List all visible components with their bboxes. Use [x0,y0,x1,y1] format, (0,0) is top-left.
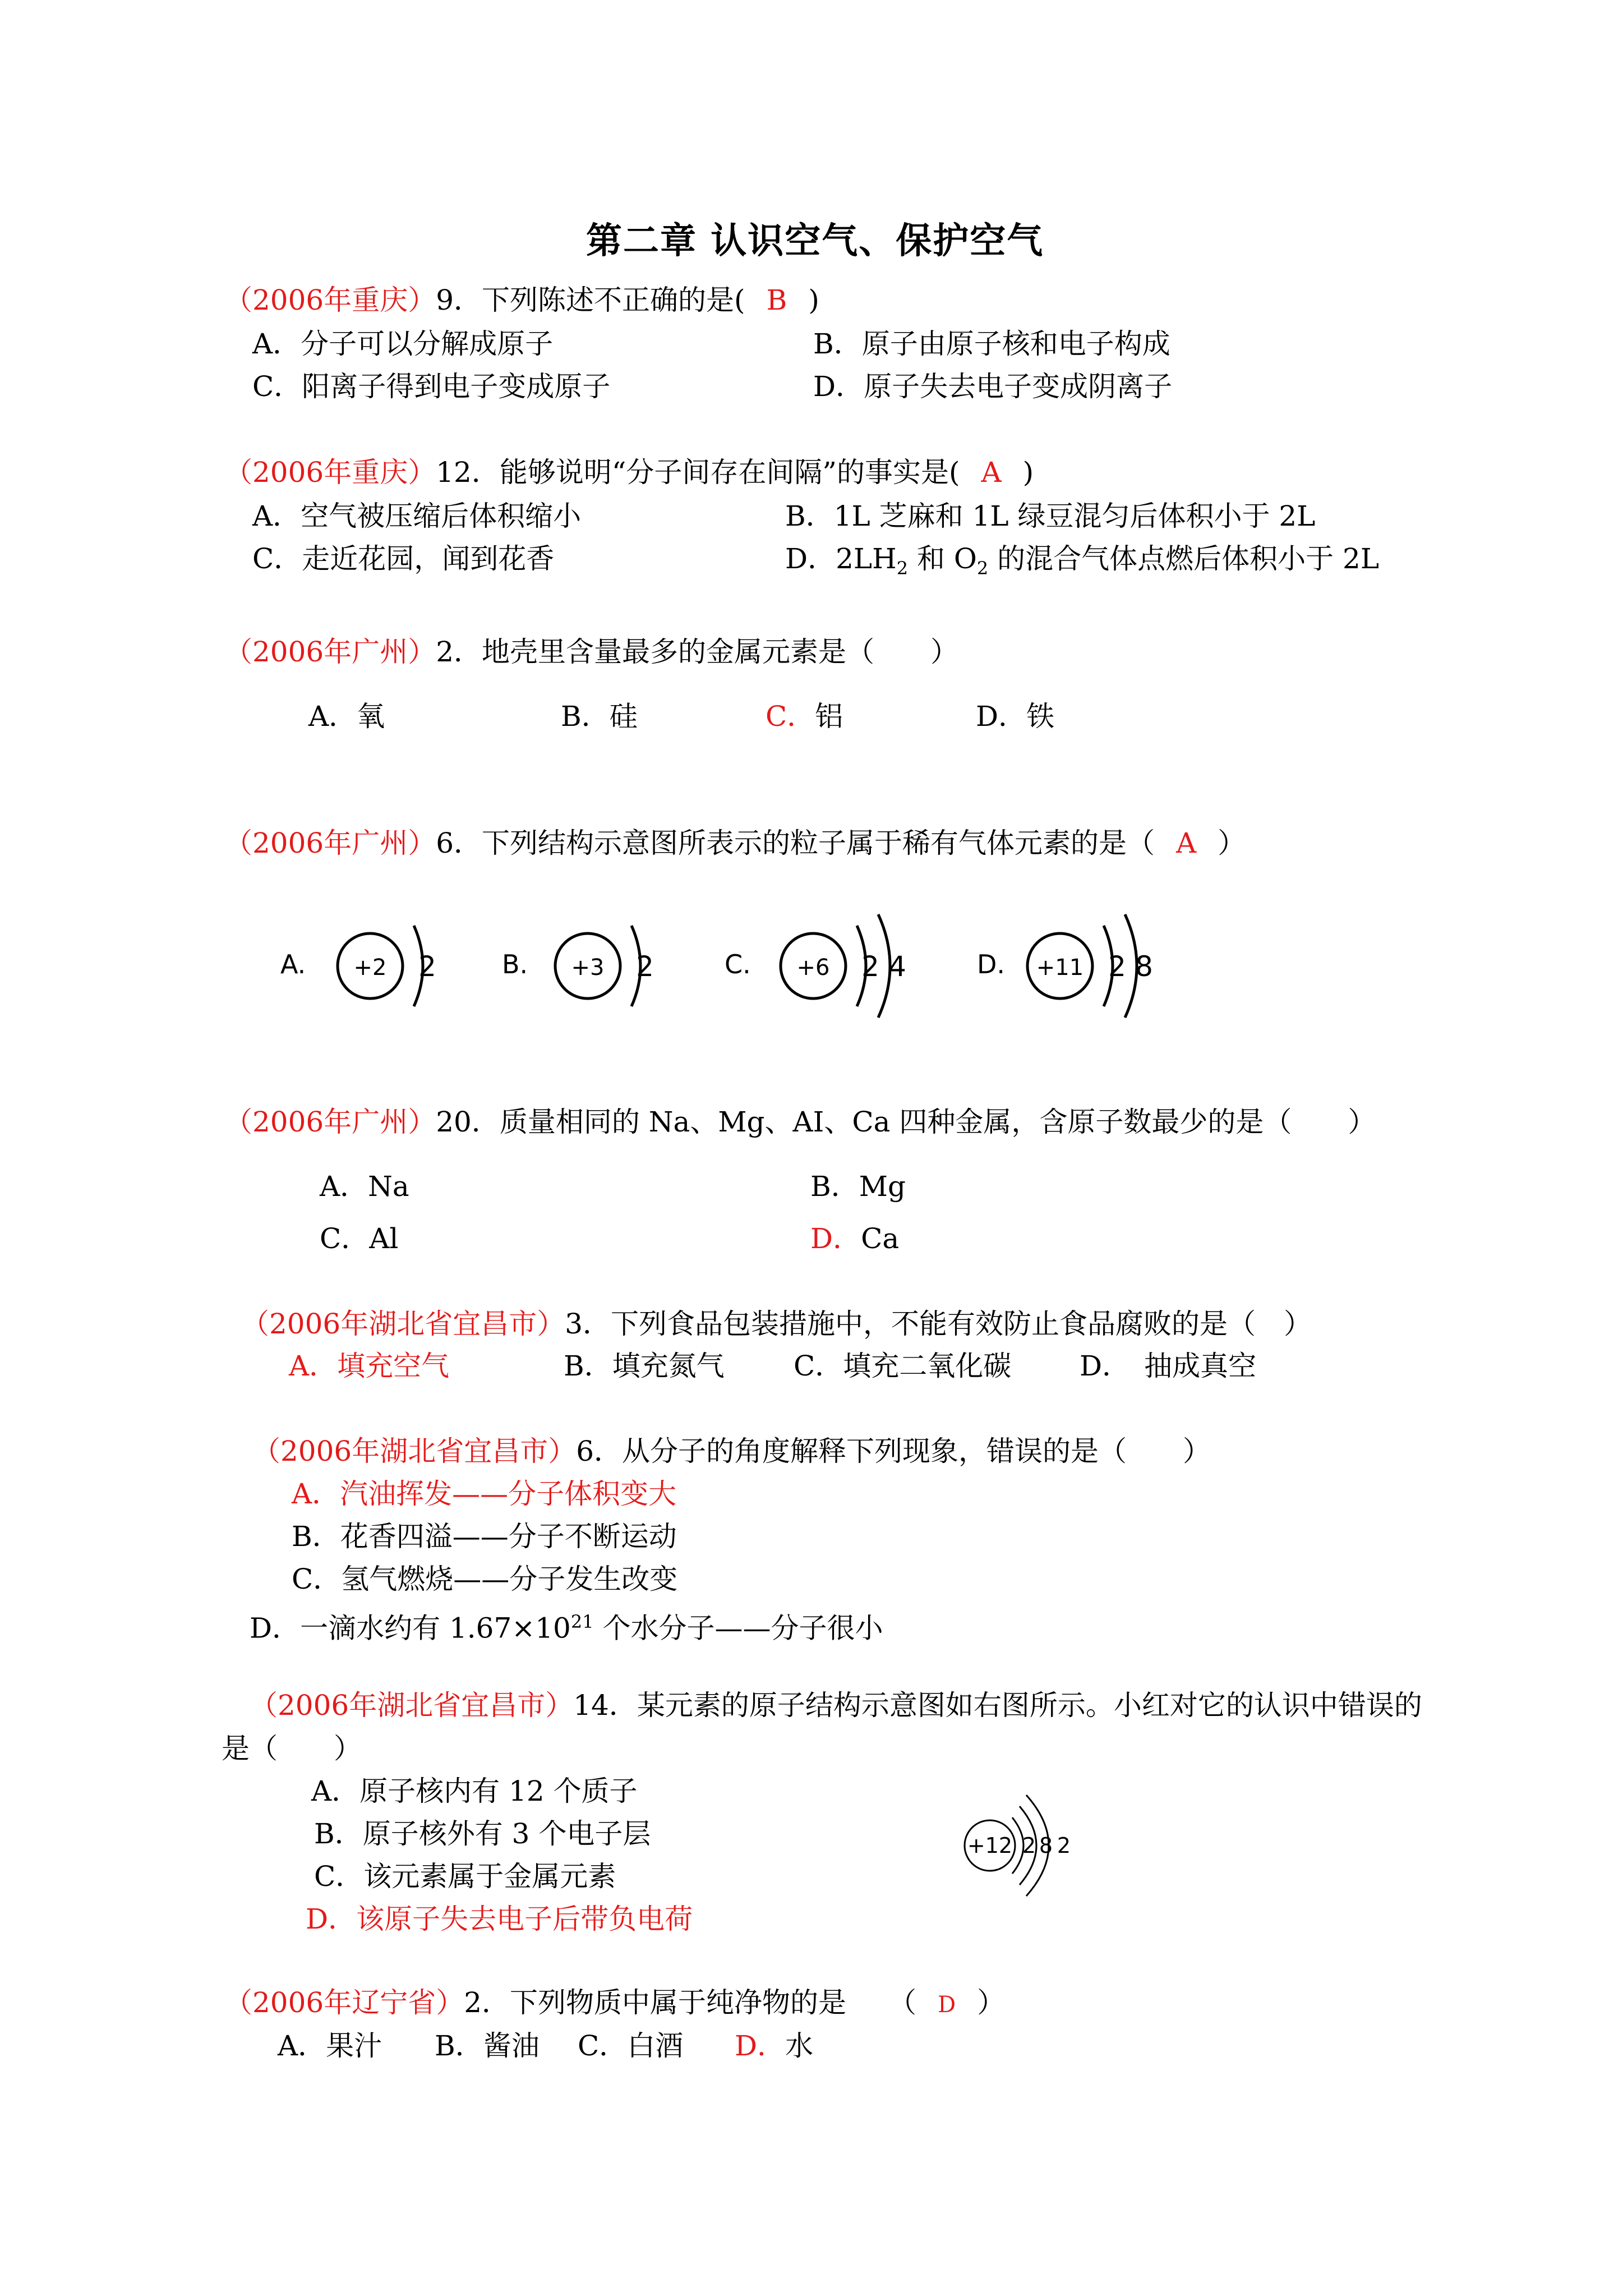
answer-mark: D [938,1992,956,2018]
option-d-correct: D．该原子失去电子后带负电荷 [306,1903,693,1935]
question-text: 14．某元素的原子结构示意图如右图所示。小红对它的认识中错误的 [573,1689,1422,1722]
option-a-correct: A．汽油挥发——分子体积变大 [292,1478,677,1510]
option-c: C．白酒 [578,2030,684,2062]
question-source: （2006年广州） [224,1106,436,1138]
diagram-label: A. [280,949,306,979]
question-2: （2006年重庆）12．能够说明“分子间存在间隔”的事实是( A ) [224,456,1034,489]
shell-electrons: 2 [636,950,654,983]
question-source: （2006年辽宁省） [224,1986,464,2019]
option-b: B．原子由原子核和电子构成 [813,328,1170,360]
option-c: C．该元素属于金属元素 [314,1860,616,1893]
question-1: （2006年重庆）9．下列陈述不正确的是( B ) [224,284,819,316]
option-b: B．填充氮气 [564,1350,725,1382]
shell-electrons: 4 [888,950,906,983]
nucleus-charge: +6 [796,955,830,981]
option-a: A．Na [320,1170,409,1203]
option-a: A．原子核内有 12 个质子 [311,1775,638,1807]
shell-electrons: 2 [418,950,436,983]
question-source: （2006年广州） [224,827,436,859]
atom-diagram-mg [953,1787,1099,1899]
shell-electrons: 8 [1039,1833,1053,1858]
option-b: B．花香四溢——分子不断运动 [292,1520,677,1553]
question-5 [224,1105,1376,1139]
question-text: 6．从分子的角度解释下列现象，错误的是（ ） [576,1435,1211,1467]
option-c: C．阳离子得到电子变成原子 [252,370,611,403]
shell-electrons: 2 [1057,1833,1071,1858]
question-text: 2．下列物质中属于纯净物的是 （ [464,1986,917,2019]
nucleus-charge: +12 [967,1833,1013,1858]
question-text: 9．下列陈述不正确的是( [436,284,745,316]
option-a: A．氧 [308,700,385,733]
option-b: B．硅 [561,700,638,733]
atom-diagram-c [725,914,906,1018]
question-source: （2006年广州） [224,636,436,668]
option-a-correct: A．填充空气 [289,1350,450,1382]
question-source: （2006年湖北省宜昌市） [241,1308,565,1340]
question-source: （2006年湖北省宜昌市） [250,1689,574,1722]
question-text: 20．质量相同的 Na、Mg、AI、Ca 四种金属，含原子数最少的是（ ） [436,1106,1376,1138]
option-c: C．走近花园，闻到花香 [252,542,555,575]
option-c-correct: C．铝 [766,700,843,733]
diagram-label: D. [977,949,1006,979]
shell-electrons: 8 [1135,950,1153,983]
option-b: B．1L 芝麻和 1L 绿豆混匀后体积小于 2L [785,500,1316,532]
atom-diagram-a [280,926,436,1006]
diagram-label: C. [725,949,751,979]
atom-diagram-b [502,926,654,1006]
answer-mark: B [766,284,787,316]
question-text: 2．地壳里含量最多的金属元素是（ ） [436,636,959,668]
question-source: （2006年湖北省宜昌市） [252,1435,577,1467]
shell-electrons: 2 [1022,1833,1036,1858]
question-text: 3．下列食品包装措施中，不能有效防止食品腐败的是（ ） [565,1308,1312,1340]
option-d-correct: D．水 [735,2030,814,2062]
page-title: 第二章 认识空气、保护空气 [586,220,1044,262]
diagram-label: B. [502,949,528,979]
question-7 [252,1434,1211,1468]
nucleus-charge: +2 [353,955,387,981]
option-b: B．酱油 [435,2030,540,2062]
atom-diagram-d [977,914,1153,1018]
option-a: A．果汁 [278,2030,382,2062]
option-b: B．原子核外有 3 个电子层 [314,1818,651,1850]
question-3 [224,635,958,669]
option-a: A．空气被压缩后体积缩小 [252,500,582,532]
question-source: （2006年重庆） [224,456,436,489]
option-c: C．氢气燃烧——分子发生改变 [292,1563,678,1595]
question-4: （2006年广州）6．下列结构示意图所表示的粒子属于稀有气体元素的是（ A ） [224,827,1246,859]
nucleus-charge: +11 [1036,955,1084,981]
option-d: D．一滴水约有 $1.67\times 10^{21}$ 个水分子——分子很小 [250,1611,883,1645]
option-a: A．分子可以分解成原子 [252,328,554,360]
option-c: C．填充二氧化碳 [794,1350,1012,1382]
atom-diagrams [269,903,1189,1021]
option-c: C．Al [320,1222,399,1255]
answer-mark: A [1176,827,1197,859]
shell-electrons: 2 [1108,950,1126,983]
question-8-line2: 是（ ） [222,1732,362,1765]
question-9: （2006年辽宁省）2．下列物质中属于纯净物的是 （ D ） [224,1986,1005,2022]
question-text: 12．能够说明“分子间存在间隔”的事实是( [436,456,960,489]
option-d-correct: D．Ca [810,1222,900,1255]
question-6 [241,1307,1312,1341]
answer-mark: A [981,456,1002,489]
option-d: D．原子失去电子变成阴离子 [813,370,1173,403]
nucleus-charge: +3 [571,955,605,981]
option-d: D． 抽成真空 [1080,1350,1257,1382]
option-d: D．$2LH_2$ 和 $O_2$ 的混合气体点燃后体积小于 2L [785,542,1380,579]
shell-electrons: 2 [861,950,879,983]
option-d: D．铁 [976,700,1055,733]
question-source: （2006年重庆） [224,284,436,316]
question-8 [250,1688,1422,1722]
option-b: B．Mg [810,1170,906,1203]
question-text: 6．下列结构示意图所表示的粒子属于稀有气体元素的是（ [436,827,1155,859]
